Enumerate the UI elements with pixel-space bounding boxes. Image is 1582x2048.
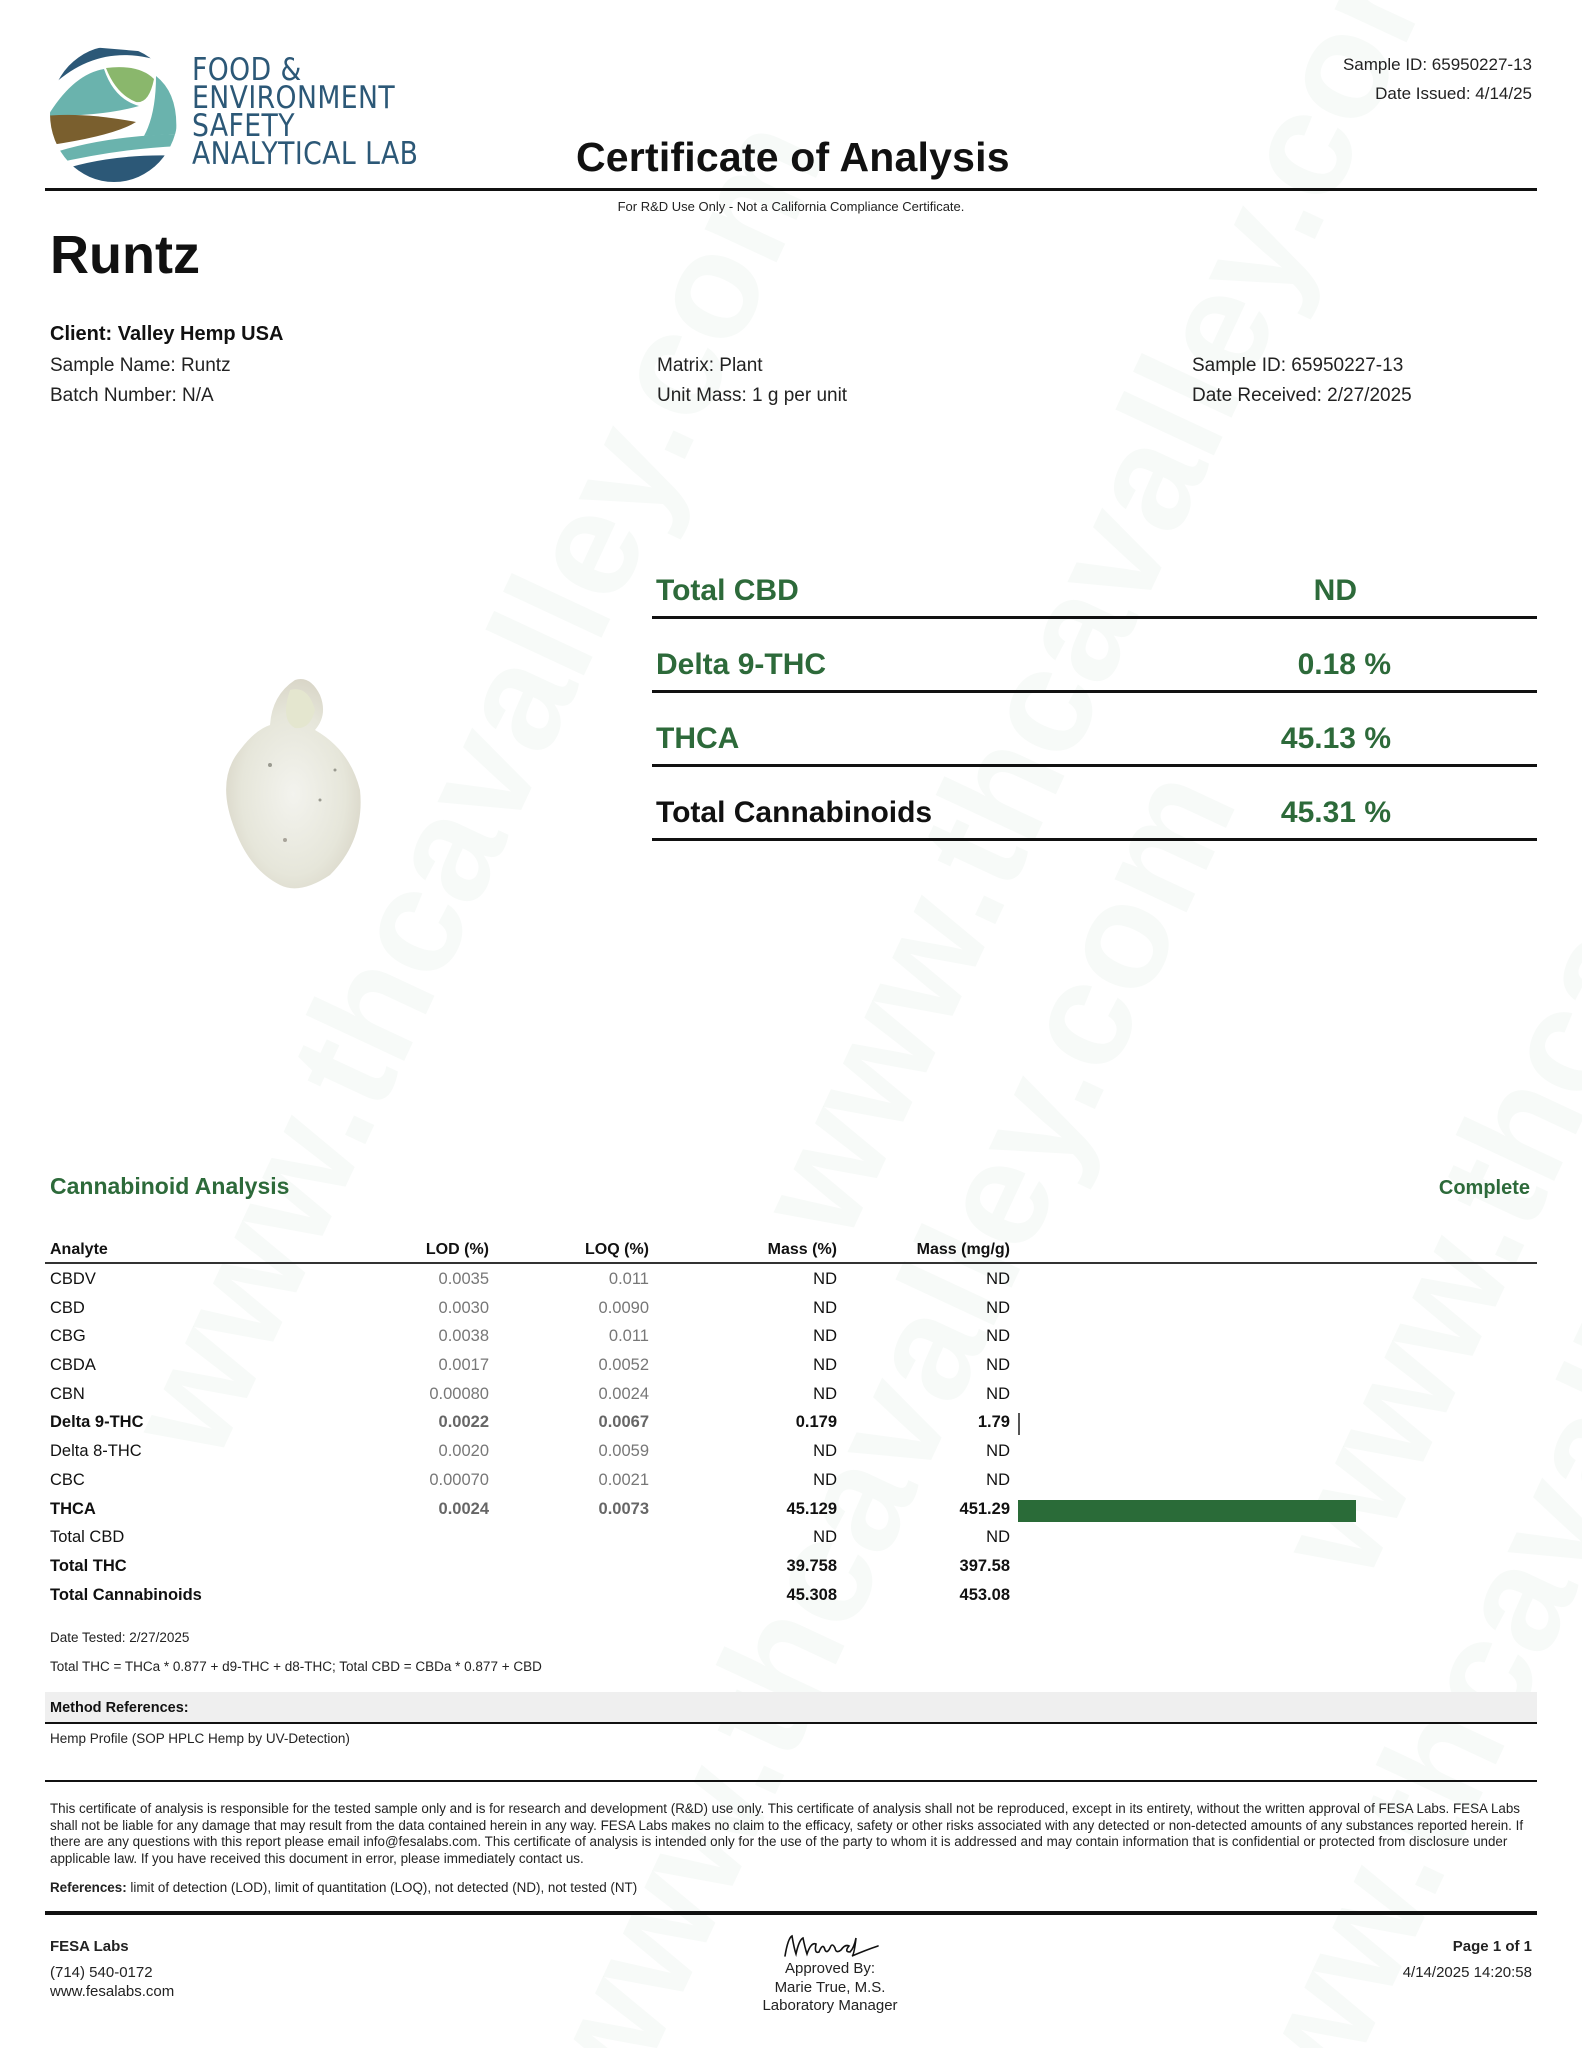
cell-mass-pct: 45.308	[786, 1585, 837, 1604]
cell-mass-mg: ND	[986, 1298, 1010, 1317]
references	[50, 1880, 637, 1895]
summary-row-total-cbd	[652, 545, 1537, 619]
approved-by-label: Approved By:	[784, 1960, 876, 1977]
cell-mass-mg: ND	[986, 1470, 1010, 1489]
column-header: Mass (mg/g)	[916, 1241, 1010, 1258]
cell-analyte: CBC	[50, 1470, 85, 1489]
unit-mass: Unit Mass: 1 g per unit	[657, 385, 848, 406]
cell-analyte: CBN	[50, 1384, 85, 1403]
footer-approval	[700, 1928, 960, 2016]
cell-mass-pct: ND	[813, 1356, 837, 1375]
cell-analyte: THCA	[50, 1499, 96, 1518]
cell-analyte: Delta 9-THC	[50, 1413, 144, 1432]
summary-value: 45.31 %	[1280, 796, 1391, 829]
cell-mass-pct: ND	[813, 1270, 837, 1288]
logo-line: ENVIRONMENT	[192, 80, 396, 116]
report-timestamp: 4/14/2025 14:20:58	[1402, 1964, 1532, 1981]
sample-id: Sample ID: 65950227-13	[1192, 355, 1404, 376]
document-title: Certificate of Analysis	[576, 134, 1010, 180]
cell-mass-mg: ND	[986, 1384, 1010, 1403]
cell-analyte: Total Cannabinoids	[50, 1585, 202, 1604]
footer-page-info	[1403, 1937, 1532, 1982]
table-row	[45, 1436, 1537, 1465]
cell-analyte: CBDV	[50, 1270, 96, 1288]
total-formula: Total THC = THCa * 0.877 + d9-THC + d8-THC; Total CBD = CBDa * 0.877 + CBD	[50, 1659, 542, 1674]
approver-title: Laboratory Manager	[762, 1997, 898, 2014]
product-image	[210, 670, 370, 895]
summary-row-delta9	[652, 619, 1537, 693]
analysis-section-title: Cannabinoid Analysis	[50, 1173, 290, 1199]
approver-name: Marie True, M.S.	[774, 1978, 886, 1996]
cell-loq: 0.0073	[598, 1499, 649, 1518]
table-row	[45, 1407, 1537, 1436]
references-text: limit of detection (LOD), limit of quantitation (LOQ), not detected (ND), not tested (NT)	[126, 1880, 638, 1895]
cell-loq: 0.0052	[598, 1356, 649, 1375]
cell-lod: 0.0017	[438, 1356, 489, 1375]
date-tested: Date Tested: 2/27/2025	[50, 1630, 190, 1645]
summary-value: 0.18 %	[1297, 648, 1391, 681]
method-references-bar	[45, 1692, 1537, 1724]
cell-analyte: Delta 8-THC	[50, 1442, 142, 1461]
cell-mass-mg: ND	[986, 1327, 1010, 1346]
table-header	[45, 1235, 1537, 1264]
cell-lod: 0.00070	[429, 1470, 489, 1489]
table-row	[45, 1379, 1537, 1408]
cell-lod: 0.0038	[438, 1327, 489, 1346]
cannabinoid-table	[45, 1235, 1537, 1608]
cell-mass-pct: ND	[813, 1528, 837, 1547]
summary-label: Total CBD	[656, 574, 799, 607]
cell-mass-pct: 45.129	[786, 1499, 837, 1518]
summary-label: Total Cannabinoids	[656, 796, 933, 829]
table-body	[45, 1264, 1537, 1608]
method-references-label: Method References:	[50, 1700, 189, 1716]
cell-mass-pct: ND	[813, 1327, 837, 1346]
header-meta	[1343, 50, 1532, 108]
disclaimer-text: This certificate of analysis is responsible for the tested sample only and is for research and development (R&D) use only. This certificate of analysis shall not be reproduced, except in its entirety, without the written approval of FESA Labs. FESA Labs shall not be liable for any damage that may result from the data contained herein in any way. FESA Labs makes no claim to the efficacy, safety or other risks associated with any detected or non-detected amounts of any substances reported herein. If there are any questions with this report please email info@fesalabs.com. This certificate of analysis is intended only for the use of the party to whom it is addressed and may contain information that is confidential or protected from disclosure under applicable law. If you have received this document in error, please immediately contact us.	[50, 1801, 1524, 1866]
table-row	[45, 1321, 1537, 1350]
cell-mass-mg: 451.29	[959, 1499, 1010, 1518]
cell-loq: 0.0067	[598, 1413, 649, 1432]
cell-lod: 0.0035	[438, 1270, 489, 1288]
column-header: Mass (%)	[767, 1241, 837, 1258]
cell-loq: 0.0024	[598, 1384, 649, 1403]
cell-loq: 0.0021	[598, 1470, 649, 1489]
table-row	[45, 1465, 1537, 1494]
table-row	[45, 1522, 1537, 1551]
batch-number: Batch Number: N/A	[50, 385, 214, 406]
mass-bar	[1018, 1500, 1356, 1522]
footer-divider	[45, 1911, 1537, 1915]
table-row	[45, 1264, 1537, 1293]
client-name: Client: Valley Hemp USA	[50, 323, 284, 345]
table-row	[45, 1580, 1537, 1609]
lab-logo-text	[192, 52, 419, 172]
cell-lod: 0.0030	[438, 1298, 489, 1317]
cell-mass-mg: ND	[986, 1528, 1010, 1547]
column-header: LOD (%)	[425, 1241, 489, 1258]
mass-bar	[1018, 1413, 1020, 1435]
references-label: References:	[50, 1880, 127, 1895]
logo-line: SAFETY	[192, 108, 295, 144]
page-number: Page 1 of 1	[1452, 1938, 1532, 1955]
summary-label: THCA	[656, 722, 740, 755]
cell-mass-mg: 453.08	[959, 1585, 1010, 1604]
cell-loq: 0.011	[608, 1327, 649, 1346]
cell-mass-pct: ND	[813, 1298, 837, 1317]
lab-logo-icon	[44, 44, 184, 184]
cell-analyte: Total CBD	[50, 1528, 125, 1547]
cell-mass-mg: 1.79	[977, 1413, 1010, 1432]
signature	[700, 1928, 960, 1960]
cell-mass-pct: ND	[813, 1442, 837, 1461]
flower-bud-image	[210, 670, 370, 895]
cell-mass-pct: ND	[813, 1384, 837, 1403]
cell-mass-mg: 397.58	[959, 1556, 1010, 1575]
date-received: Date Received: 2/27/2025	[1192, 385, 1412, 406]
table-row	[45, 1551, 1537, 1580]
table-row	[45, 1293, 1537, 1322]
cell-analyte: CBDA	[50, 1356, 96, 1375]
summary-row-thca	[652, 693, 1537, 767]
cell-analyte: CBG	[50, 1327, 86, 1346]
footer-lab-name: FESA Labs	[50, 1938, 129, 1955]
matrix: Matrix: Plant	[657, 355, 763, 376]
cell-lod: 0.00080	[429, 1384, 489, 1403]
potency-summary	[652, 545, 1537, 841]
lab-logo	[44, 44, 184, 184]
header-sample-id: Sample ID: 65950227-13	[1342, 55, 1532, 74]
cell-loq: 0.0059	[598, 1442, 649, 1461]
cell-loq: 0.011	[608, 1270, 649, 1288]
disclaimer-divider	[45, 1780, 1537, 1782]
table-row	[45, 1494, 1537, 1523]
cell-lod: 0.0024	[438, 1499, 489, 1518]
cell-mass-pct: 39.758	[786, 1556, 837, 1575]
column-header: LOQ (%)	[585, 1241, 649, 1258]
rd-use-note: For R&D Use Only - Not a California Compliance Certificate.	[617, 199, 965, 214]
sample-name: Sample Name: Runtz	[50, 355, 231, 376]
cell-loq: 0.0090	[598, 1298, 649, 1317]
summary-label: Delta 9-THC	[656, 648, 827, 681]
cell-mass-pct: 0.179	[795, 1413, 837, 1432]
cell-analyte: CBD	[50, 1298, 85, 1317]
analysis-status: Complete	[1438, 1177, 1530, 1199]
summary-value: ND	[1313, 574, 1357, 607]
method-reference: Hemp Profile (SOP HPLC Hemp by UV-Detection)	[50, 1731, 350, 1746]
logo-line: ANALYTICAL LAB	[192, 136, 419, 172]
cell-lod: 0.0020	[438, 1442, 489, 1461]
cell-lod: 0.0022	[438, 1413, 489, 1432]
cell-mass-mg: ND	[986, 1442, 1010, 1461]
header-divider	[45, 188, 1537, 191]
footer-lab-info	[50, 1937, 174, 2001]
column-header: Analyte	[50, 1241, 108, 1258]
footer-phone: (714) 540-0172	[50, 1964, 153, 1981]
cell-analyte: Total THC	[50, 1556, 127, 1575]
signature-icon	[770, 1928, 890, 1960]
logo-line: FOOD &	[192, 52, 302, 88]
cell-mass-mg: ND	[986, 1270, 1010, 1288]
summary-value: 45.13 %	[1280, 722, 1391, 755]
cell-mass-mg: ND	[986, 1356, 1010, 1375]
summary-row-total-cannabinoids	[652, 767, 1537, 841]
sample-title: Runtz	[50, 225, 200, 285]
cell-mass-pct: ND	[813, 1470, 837, 1489]
header-date-issued: Date Issued: 4/14/25	[1375, 84, 1532, 103]
footer-website[interactable]: www.fesalabs.com	[50, 1983, 175, 2000]
table-row	[45, 1350, 1537, 1379]
